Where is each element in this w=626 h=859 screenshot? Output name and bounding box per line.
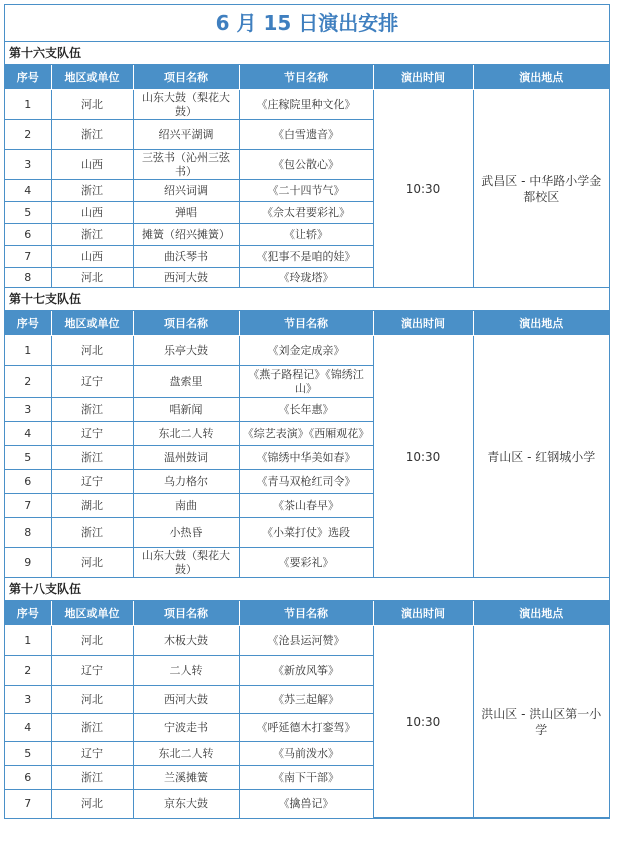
column-header: 演出时间 bbox=[373, 311, 473, 336]
column-header: 地区或单位 bbox=[51, 311, 133, 336]
program-cell: 《沧县运河赞》 bbox=[239, 626, 373, 656]
region-cell: 河北 bbox=[51, 686, 133, 714]
performance-location: 武昌区 - 中华路小学金都校区 bbox=[473, 90, 609, 288]
column-header: 项目名称 bbox=[133, 311, 239, 336]
table-row bbox=[5, 90, 609, 120]
project-cell: 乌力格尔 bbox=[133, 470, 239, 494]
column-header: 节目名称 bbox=[239, 311, 373, 336]
column-header: 序号 bbox=[5, 311, 51, 336]
program-cell: 《玲珑塔》 bbox=[239, 268, 373, 288]
table-header-row bbox=[5, 65, 609, 90]
project-cell: 西河大鼓 bbox=[133, 268, 239, 288]
program-cell: 《综艺表演》《西厢观花》 bbox=[239, 422, 373, 446]
row-number: 4 bbox=[5, 180, 51, 202]
schedule-table bbox=[5, 311, 609, 578]
program-cell: 《要彩礼》 bbox=[239, 548, 373, 578]
program-cell: 《让轿》 bbox=[239, 224, 373, 246]
region-cell: 浙江 bbox=[51, 714, 133, 742]
region-cell: 湖北 bbox=[51, 494, 133, 518]
region-cell: 浙江 bbox=[51, 766, 133, 790]
column-header: 地区或单位 bbox=[51, 601, 133, 626]
row-number: 7 bbox=[5, 494, 51, 518]
program-cell: 《包公散心》 bbox=[239, 150, 373, 180]
schedule-document bbox=[4, 4, 610, 819]
region-cell: 辽宁 bbox=[51, 656, 133, 686]
row-number: 2 bbox=[5, 656, 51, 686]
row-number: 4 bbox=[5, 714, 51, 742]
program-cell: 《青马双枪红司令》 bbox=[239, 470, 373, 494]
project-cell: 摊簧（绍兴摊簧） bbox=[133, 224, 239, 246]
region-cell: 山西 bbox=[51, 150, 133, 180]
row-number: 6 bbox=[5, 224, 51, 246]
region-cell: 河北 bbox=[51, 548, 133, 578]
performance-time: 10:30 bbox=[373, 626, 473, 818]
performance-time: 10:30 bbox=[373, 90, 473, 288]
program-cell: 《新放风筝》 bbox=[239, 656, 373, 686]
project-cell: 东北二人转 bbox=[133, 742, 239, 766]
program-cell: 《擒兽记》 bbox=[239, 790, 373, 818]
program-cell: 《佘太君要彩礼》 bbox=[239, 202, 373, 224]
region-cell: 浙江 bbox=[51, 518, 133, 548]
program-cell: 《小菜打仗》选段 bbox=[239, 518, 373, 548]
row-number: 1 bbox=[5, 626, 51, 656]
program-cell: 《呼延德木打銮驾》 bbox=[239, 714, 373, 742]
row-number: 3 bbox=[5, 150, 51, 180]
project-cell: 兰溪摊簧 bbox=[133, 766, 239, 790]
performance-location: 洪山区 - 洪山区第一小学 bbox=[473, 626, 609, 818]
row-number: 7 bbox=[5, 246, 51, 268]
project-cell: 绍兴词调 bbox=[133, 180, 239, 202]
region-cell: 河北 bbox=[51, 626, 133, 656]
program-cell: 《南下干部》 bbox=[239, 766, 373, 790]
program-cell: 《犯事不是咱的娃》 bbox=[239, 246, 373, 268]
region-cell: 辽宁 bbox=[51, 422, 133, 446]
region-cell: 河北 bbox=[51, 268, 133, 288]
project-cell: 三弦书（沁州三弦书） bbox=[133, 150, 239, 180]
row-number: 1 bbox=[5, 336, 51, 366]
column-header: 项目名称 bbox=[133, 601, 239, 626]
region-cell: 浙江 bbox=[51, 224, 133, 246]
page-title: 6 月 15 日演出安排 bbox=[5, 5, 609, 42]
table-header-row bbox=[5, 601, 609, 626]
region-cell: 浙江 bbox=[51, 120, 133, 150]
row-number: 6 bbox=[5, 766, 51, 790]
region-cell: 浙江 bbox=[51, 398, 133, 422]
row-number: 6 bbox=[5, 470, 51, 494]
project-cell: 乐亭大鼓 bbox=[133, 336, 239, 366]
region-cell: 辽宁 bbox=[51, 366, 133, 398]
project-cell: 温州鼓词 bbox=[133, 446, 239, 470]
table-row bbox=[5, 626, 609, 656]
column-header: 项目名称 bbox=[133, 65, 239, 90]
project-cell: 京东大鼓 bbox=[133, 790, 239, 818]
performance-time: 10:30 bbox=[373, 336, 473, 578]
column-header: 节目名称 bbox=[239, 65, 373, 90]
group-label: 第十六支队伍 bbox=[5, 42, 609, 65]
project-cell: 宁波走书 bbox=[133, 714, 239, 742]
row-number: 3 bbox=[5, 398, 51, 422]
project-cell: 西河大鼓 bbox=[133, 686, 239, 714]
performance-location: 青山区 - 红钢城小学 bbox=[473, 336, 609, 578]
program-cell: 《庄稼院里种文化》 bbox=[239, 90, 373, 120]
column-header: 序号 bbox=[5, 65, 51, 90]
program-cell: 《白雪遗音》 bbox=[239, 120, 373, 150]
region-cell: 辽宁 bbox=[51, 742, 133, 766]
column-header: 节目名称 bbox=[239, 601, 373, 626]
region-cell: 浙江 bbox=[51, 180, 133, 202]
column-header: 演出时间 bbox=[373, 601, 473, 626]
row-number: 2 bbox=[5, 366, 51, 398]
project-cell: 东北二人转 bbox=[133, 422, 239, 446]
project-cell: 绍兴平湖调 bbox=[133, 120, 239, 150]
schedule-table bbox=[5, 65, 609, 288]
column-header: 序号 bbox=[5, 601, 51, 626]
project-cell: 山东大鼓（梨花大鼓） bbox=[133, 90, 239, 120]
row-number: 5 bbox=[5, 202, 51, 224]
region-cell: 河北 bbox=[51, 336, 133, 366]
region-cell: 河北 bbox=[51, 790, 133, 818]
program-cell: 《茶山春早》 bbox=[239, 494, 373, 518]
project-cell: 曲沃琴书 bbox=[133, 246, 239, 268]
region-cell: 浙江 bbox=[51, 446, 133, 470]
column-header: 演出时间 bbox=[373, 65, 473, 90]
column-header: 地区或单位 bbox=[51, 65, 133, 90]
region-cell: 辽宁 bbox=[51, 470, 133, 494]
program-cell: 《二十四节气》 bbox=[239, 180, 373, 202]
row-number: 4 bbox=[5, 422, 51, 446]
project-cell: 南曲 bbox=[133, 494, 239, 518]
schedule-table bbox=[5, 601, 609, 818]
program-cell: 《马前泼水》 bbox=[239, 742, 373, 766]
project-cell: 唱新闻 bbox=[133, 398, 239, 422]
column-header: 演出地点 bbox=[473, 601, 609, 626]
row-number: 5 bbox=[5, 742, 51, 766]
program-cell: 《锦绣中华美如春》 bbox=[239, 446, 373, 470]
row-number: 8 bbox=[5, 268, 51, 288]
row-number: 5 bbox=[5, 446, 51, 470]
row-number: 3 bbox=[5, 686, 51, 714]
region-cell: 山西 bbox=[51, 246, 133, 268]
groups-container bbox=[5, 42, 609, 818]
row-number: 2 bbox=[5, 120, 51, 150]
table-header-row bbox=[5, 311, 609, 336]
group-label: 第十七支队伍 bbox=[5, 288, 609, 311]
row-number: 1 bbox=[5, 90, 51, 120]
program-cell: 《燕子路程记》《锦绣江山》 bbox=[239, 366, 373, 398]
row-number: 7 bbox=[5, 790, 51, 818]
group-label: 第十八支队伍 bbox=[5, 578, 609, 601]
column-header: 演出地点 bbox=[473, 65, 609, 90]
project-cell: 小热昏 bbox=[133, 518, 239, 548]
program-cell: 《长年惠》 bbox=[239, 398, 373, 422]
project-cell: 二人转 bbox=[133, 656, 239, 686]
program-cell: 《刘金定成亲》 bbox=[239, 336, 373, 366]
table-row bbox=[5, 336, 609, 366]
project-cell: 木板大鼓 bbox=[133, 626, 239, 656]
region-cell: 河北 bbox=[51, 90, 133, 120]
column-header: 演出地点 bbox=[473, 311, 609, 336]
project-cell: 弹唱 bbox=[133, 202, 239, 224]
project-cell: 盘索里 bbox=[133, 366, 239, 398]
row-number: 9 bbox=[5, 548, 51, 578]
program-cell: 《苏三起解》 bbox=[239, 686, 373, 714]
project-cell: 山东大鼓（梨花大鼓） bbox=[133, 548, 239, 578]
region-cell: 山西 bbox=[51, 202, 133, 224]
row-number: 8 bbox=[5, 518, 51, 548]
